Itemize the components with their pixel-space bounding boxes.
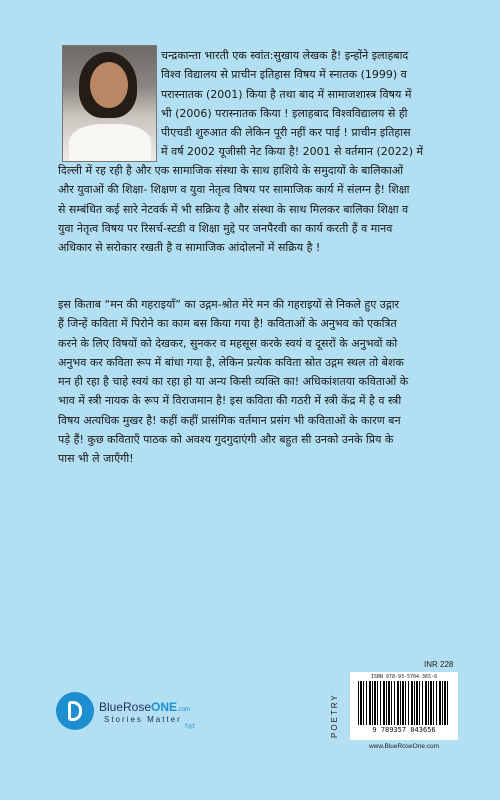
bio-line: पीएचडी शुरुआत की लेकिन पूरी नहीं कर पाई ! प्राचीन इतिहास (161, 126, 411, 140)
description-line: भाव में स्त्री नायक के रूप में विराजमान है! इस कविता की गठरी में स्त्री केंद्र में है व स्त्री (58, 394, 402, 408)
publisher-website: www.BlueRoseOne.com (368, 743, 440, 750)
barcode (350, 672, 458, 740)
publisher-name (99, 700, 190, 714)
bio-line: विश्व विद्यालय से प्राचीन इतिहास विषय में स्नातक (1999) व (161, 68, 407, 82)
barcode-digits: 9 789357 043656 (372, 726, 436, 734)
description-line: अनुभव कर कविता रूप में बांधा गया है, लेकिन प्रत्येक कविता स्रोत उद्गम स्थल तो बेशक (58, 355, 404, 369)
publisher-name-part2: ONE (151, 700, 178, 714)
bio-line: परास्नातक (2001) किया है तथा बाद में सामाजशास्त्र विषय में (161, 87, 412, 101)
description-line: इस किताब “मन की गहराइयाँ” का उद्गम-श्रोत मेरे मन की गहराइयों से निकले हुए उद्गार (58, 298, 400, 311)
author-photo (62, 45, 157, 162)
author-bio-rest (58, 161, 468, 257)
genre-label (330, 690, 340, 740)
logo-letter-b (68, 701, 82, 721)
bio-line: अधिकार से सरोकार रखती है व सामाजिक आंदोलनों में सक्रिय है ! (58, 241, 321, 255)
author-shirt (69, 124, 151, 162)
barcode-bars (358, 681, 450, 725)
author-bio-top (161, 46, 466, 162)
author-face (90, 62, 128, 108)
bluerose-b-logo-icon (56, 692, 94, 730)
description-line: करने के लिए विषयों को देखकर, सुनकर व महसूस करके स्वयं व दूसरों के अनुभवों को (58, 336, 398, 350)
description-line: पड़े हैं! कुछ कविताएँ पाठक को अवश्य गुदगुदाएंगी और बहुत सी उनको उनके प्रिय के (58, 433, 394, 447)
genre-text: POETRY (330, 693, 339, 738)
publisher-domain: .com (177, 707, 191, 713)
description-line: विषय अत्यधिक मुखर है! कहीं कहीं प्रासंगिक वर्तमान प्रसंग भी कविताओं के कारण बन (58, 413, 401, 427)
price-label: INR 228 (424, 660, 454, 669)
bio-line: भी (2006) परास्नातक किया ! इलाहबाद विश्वविद्यालय से ही (161, 106, 408, 120)
book-description (58, 295, 468, 469)
bio-line: युवा नेतृत्व विषय पर रिसर्च-स्टडी व शिक्षा मुद्दे पर जनपैरवी का कार्य करती हैं व मानव (58, 221, 393, 235)
isbn-text: ISBN 978-93-5704-365-6 (370, 674, 438, 680)
bio-line: में वर्ष 2002 यूजीसी नेट किया है! 2001 से वर्तमान (2022) में (161, 145, 424, 159)
publisher-name-part1: BlueRose (99, 700, 152, 714)
bio-line: और युवाओं की शिक्षा- शिक्षण व युवा नेतृत्व विषय पर सामाजिक कार्य में संलग्न है! शिक्षा (58, 183, 410, 197)
bio-line: से सम्बंधित कई सारे नेटवर्क में भी सक्रिय है और संस्था के साथ मिलकर बालिका शिक्षा व (58, 202, 409, 216)
social-icons: f◎t (185, 723, 195, 730)
publisher-tagline: Stories Matter (104, 715, 182, 724)
bio-line: दिल्ली में रह रही है और एक सामाजिक संस्था के साथ हाशिये के समुदायों के बालिकाओं (58, 164, 404, 177)
bio-line: चन्द्रकान्ता भारती एक स्वांत:सुखाय लेखक है! इन्होंने इलाहबाद (161, 49, 409, 62)
description-line: हैं जिन्हें कविता में पिरोने का काम बस किया गया है! कविताओं के अनुभव को एकत्रित (58, 317, 397, 331)
description-line: पास भी ले जाएँगी! (58, 452, 134, 466)
description-line: मन ही रहा है चाहे स्वयं का रहा हो या अन्य किसी व्यक्ति का! अधिकांशतया कविताओं के (58, 375, 409, 389)
